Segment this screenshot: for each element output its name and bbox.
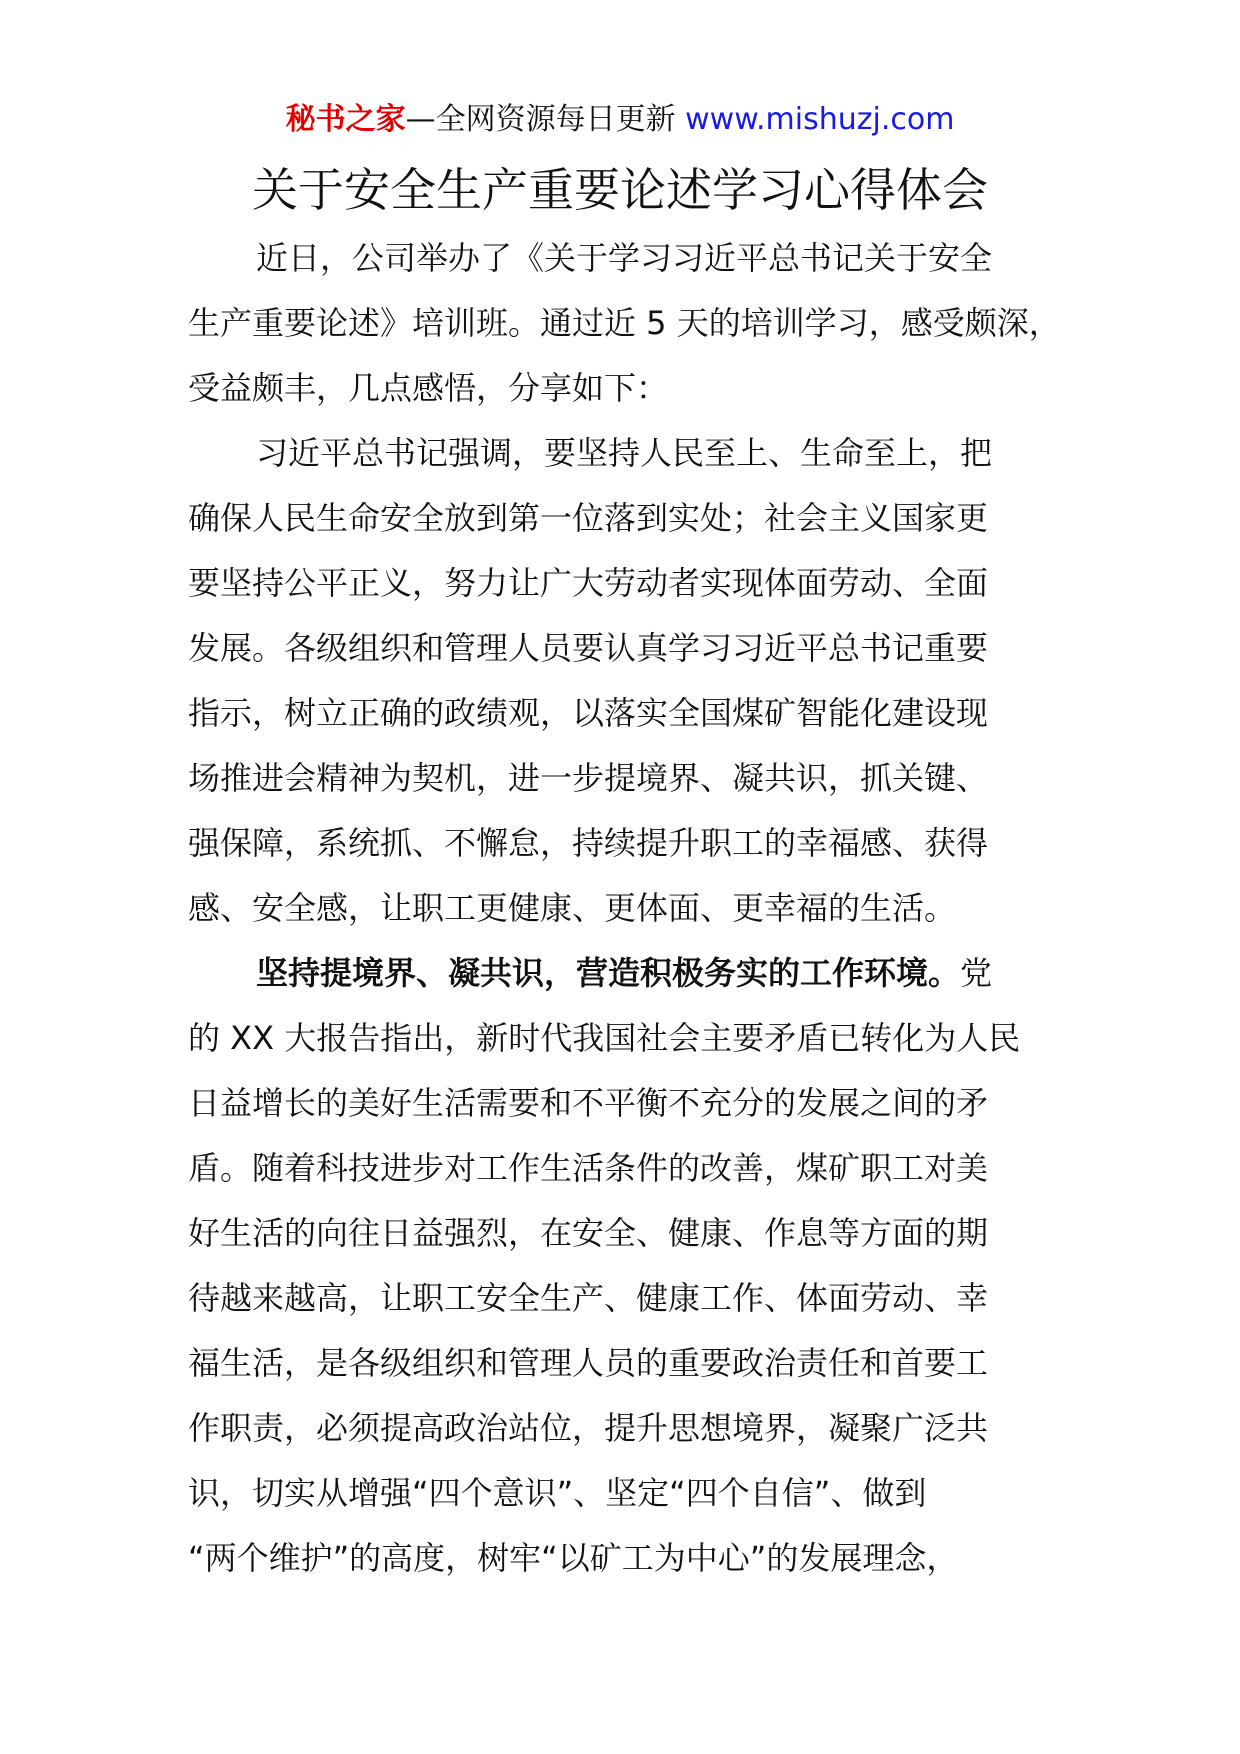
paragraph-line: 感、安全感，让职工更健康、更体面、更幸福的生活。 [188,889,957,927]
paragraph-line: 发展。各级组织和管理人员要认真学习习近平总书记重要 [188,629,989,667]
site-header [0,100,1240,140]
paragraph-line: 日益增长的美好生活需要和不平衡不充分的发展之间的矛 [188,1084,989,1122]
paragraph-line: 好生活的向往日益强烈，在安全、健康、作息等方面的期 [188,1214,989,1252]
brand-name: 秘书之家 [285,102,406,137]
header-tagline: —全网资源每日更新 [405,102,676,137]
paragraph-line: 场推进会精神为契机，进一步提境界、凝共识，抓关键、 [188,759,989,797]
paragraph-line: 待越来越高，让职工安全生产、健康工作、体面劳动、幸 [188,1279,989,1317]
document-body [188,226,1088,1591]
paragraph-line: 福生活，是各级组织和管理人员的重要政治责任和首要工 [188,1344,989,1382]
paragraph-line: 的 XX 大报告指出，新时代我国社会主要矛盾已转化为人民 [188,1019,1021,1057]
paragraph-line: 盾。随着科技进步对工作生活条件的改善，煤矿职工对美 [188,1149,989,1187]
paragraph-line: 近日，公司举办了《关于学习习近平总书记关于安全 [256,239,993,277]
site-url-link[interactable]: www.mishuzj.com [685,102,955,137]
paragraph-line: 作职责，必须提高政治站位，提升思想境界，凝聚广泛共 [188,1409,989,1447]
paragraph-line: 强保障，系统抓、不懈怠，持续提升职工的幸福感、获得 [188,824,989,862]
bold-lead-heading: 坚持提境界、凝共识，营造积极务实的工作环境。 [256,954,961,992]
paragraph-line: 指示，树立正确的政绩观，以落实全国煤矿智能化建设现 [188,694,989,732]
paragraph-line: “两个维护”的高度，树牢“以矿工为中心”的发展理念， [188,1539,959,1577]
paragraph-line [188,941,1088,1006]
paragraph-line: 生产重要论述》培训班。通过近 5 天的培训学习，感受颇深， [188,304,1061,342]
paragraph-line-tail: 党 [960,954,993,992]
document-title: 关于安全生产重要论述学习心得体会 [252,163,988,217]
paragraph-line: 习近平总书记强调，要坚持人民至上、生命至上，把 [256,434,993,472]
paragraph-line: 确保人民生命安全放到第一位落到实处；社会主义国家更 [188,499,989,537]
paragraph-line: 识，切实从增强“四个意识”、坚定“四个自信”、做到 [188,1474,927,1512]
paragraph-line: 受益颇丰，几点感悟，分享如下： [188,369,669,407]
paragraph-line: 要坚持公平正义，努力让广大劳动者实现体面劳动、全面 [188,564,989,602]
